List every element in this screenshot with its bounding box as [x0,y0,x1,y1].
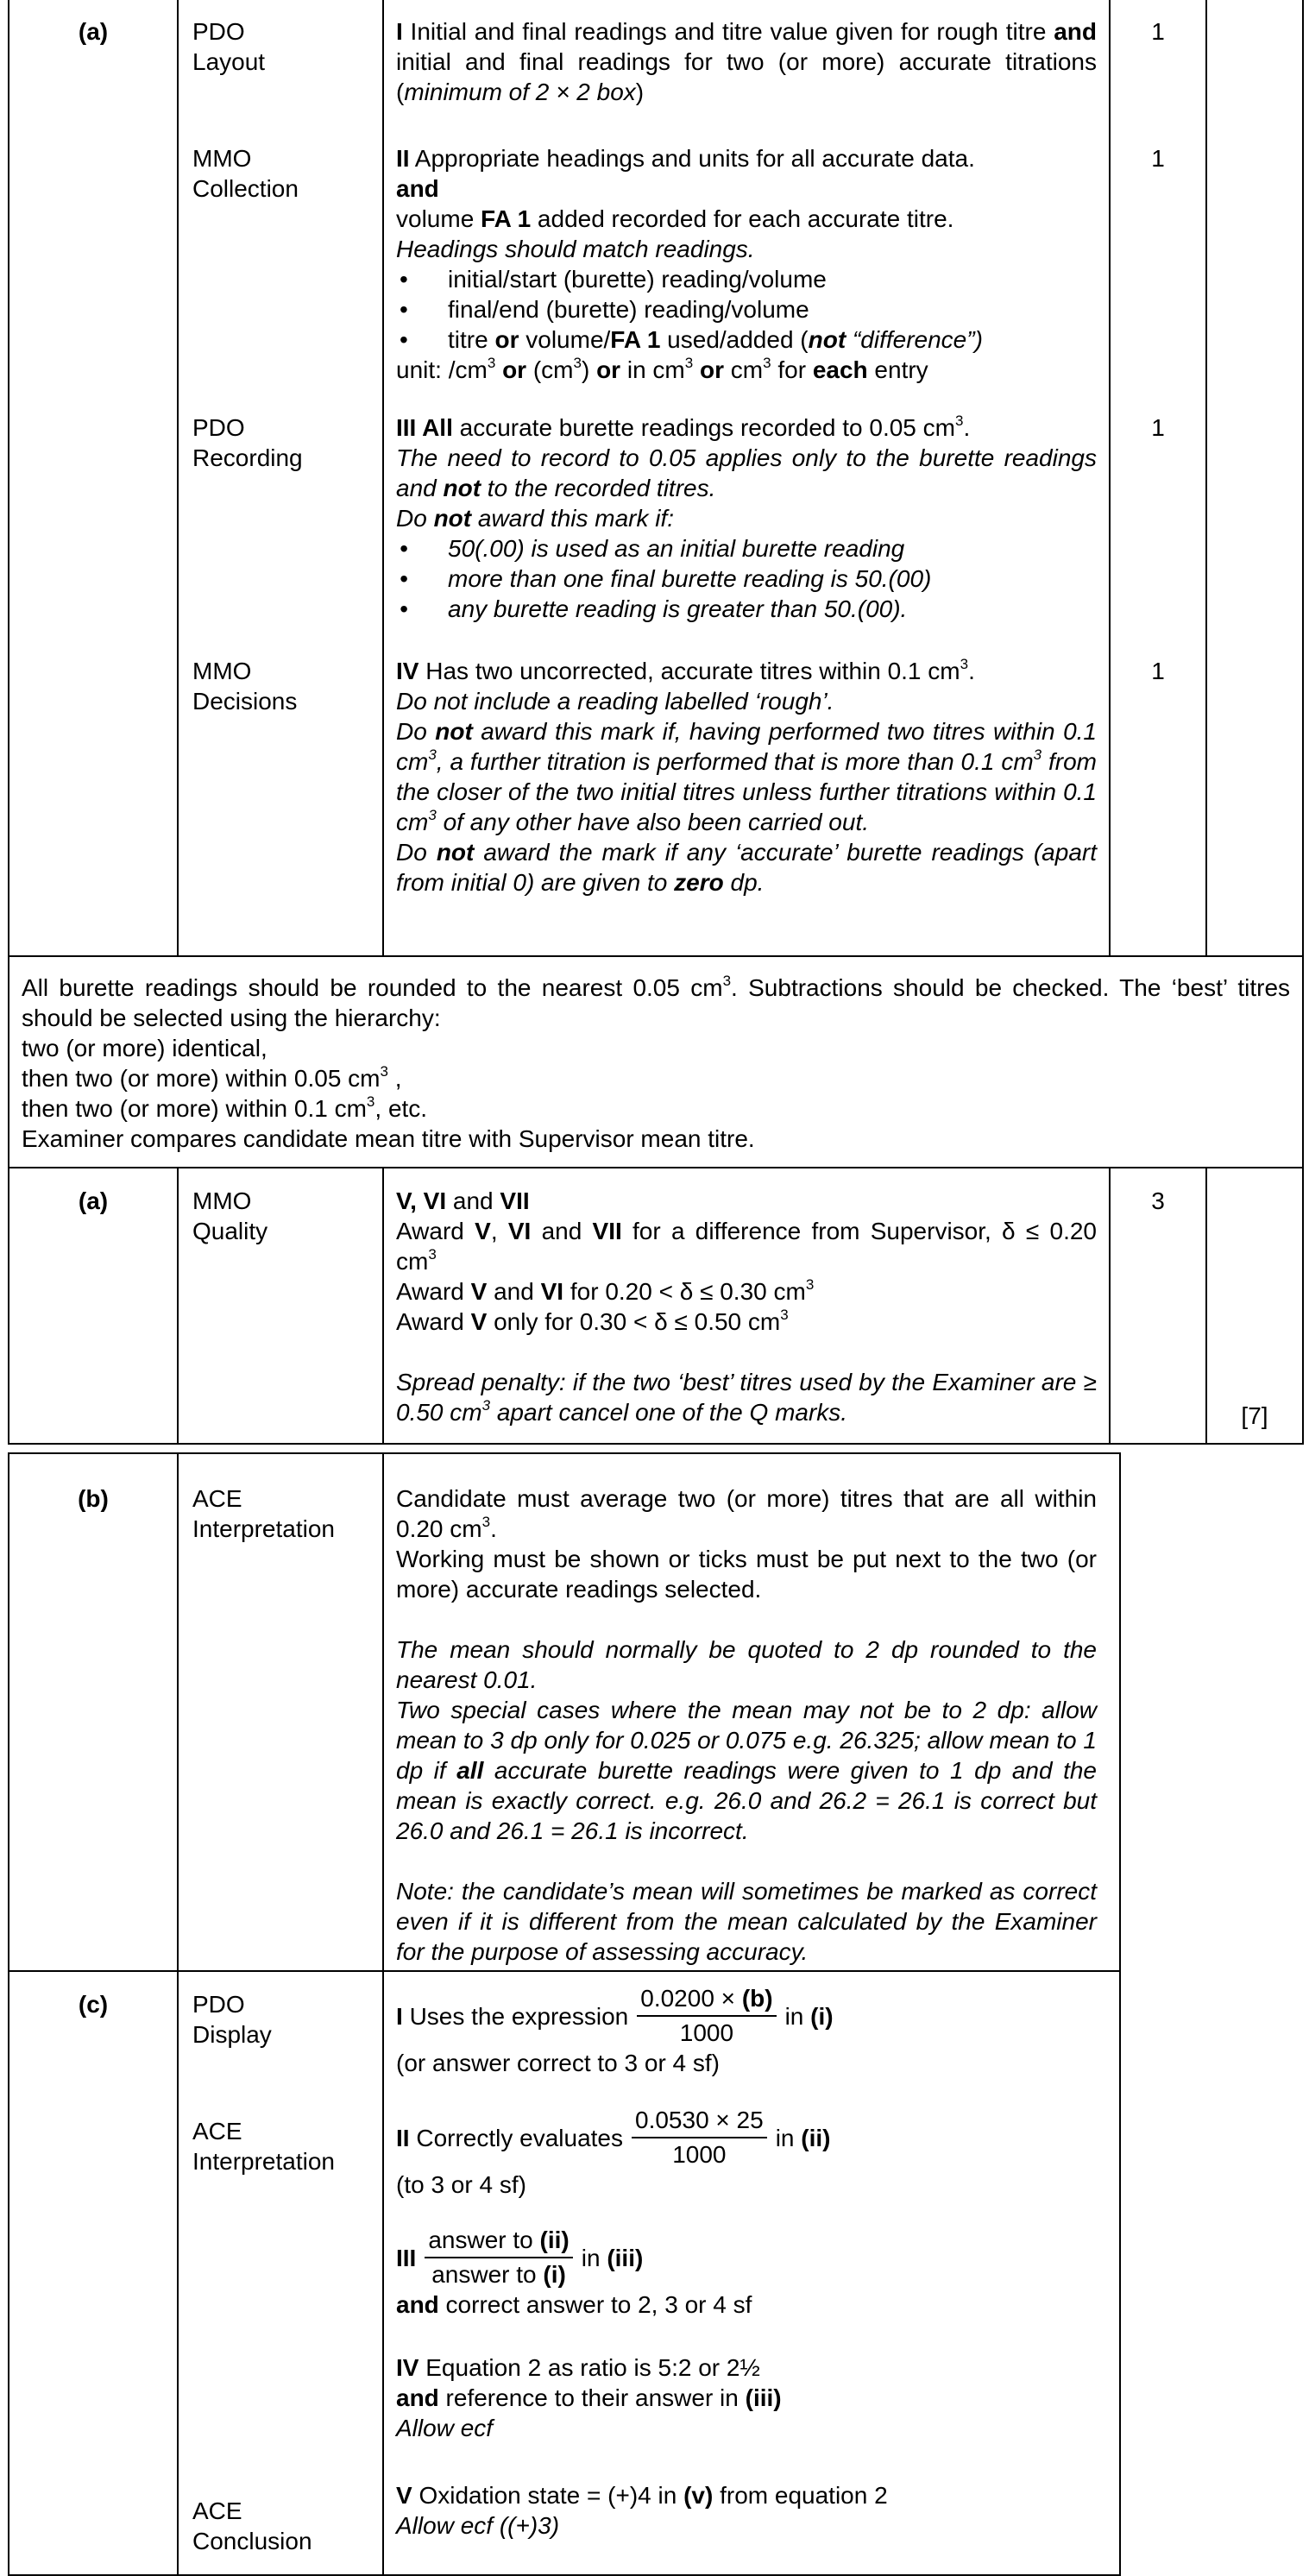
and-connector: and [396,175,439,202]
guidance-note: Do not award the mark if any ‘accurate’ burette readings (apart from initial 0) are given to zero dp. [396,839,1098,896]
mark-point-i [396,16,1097,143]
mark-point-iii [396,413,1097,656]
guidance-note: Spread penalty: if the two ‘best’ titres used by the Examiner are ≥ 0.50 $cm^3$ apart cancel one of the Q marks. [396,1369,1097,1426]
roman-numeral: I [396,2002,403,2030]
heading-list [396,264,1097,355]
fraction [637,1984,776,2048]
guidance-text: I Initial and final readings and titre value given for rough titre and initial and final readings for two (or more) accurate titrations (minimum of 2 × 2 box) [396,18,1097,105]
table-row [9,956,1303,1168]
fraction [425,2226,572,2289]
table-row [9,0,1303,956]
skill-label: Recording [192,444,303,471]
fraction [632,2106,767,2170]
guidance-column [383,0,1110,956]
mark-scheme-table-1 [8,0,1304,1445]
guidance-text: and correct answer to 2, 3 or 4 sf [396,2291,752,2318]
guidance-note: The mean should normally be quoted to 2 dp rounded to the nearest 0.01. [396,1636,1097,1693]
skill-label: Quality [192,1218,268,1244]
guidance-note: Two special cases where the mean may not be to 2 dp: allow mean to 3 dp only for 0.025 or 0.075 e.g. 26.325; allow mean to 1 dp if all accurate burette readings were given to 1 dp and the mean is exactly correct. e.g. 26.0 and 26.2 = 26.1 is correct but 26.0 and 26.1 = 26.1 is incorrect. [396,1697,1097,1844]
total-column [1206,0,1303,956]
mark-value: 1 [1151,414,1165,441]
mark-scheme-table-2 [8,1452,1121,2576]
guidance-note: Do not include a reading labelled ‘rough’. [396,688,834,715]
guidance-note: Allow ecf ((+)3) [396,2512,560,2539]
guidance-column [383,1453,1120,1971]
guidance-column [383,1971,1120,2575]
guidance-text: in (ii) [775,2124,831,2151]
guidance-note: Allow ecf [396,2415,494,2441]
skill-label: ACE [192,2118,242,2145]
exclusion-list [396,533,1097,624]
mark-value: 1 [1151,658,1165,684]
note-text: then two (or more) within 0.05 $cm^3$ , [22,1062,402,1092]
fraction-numerator: 0.0200 × (b) [637,1984,776,2017]
guidance-text: (or answer correct to 3 or 4 sf) [396,2050,721,2076]
skill-label: MMO [192,658,252,684]
list-item: • final/end (burette) reading/volume [396,294,1097,324]
guidance-text: Correctly evaluates [416,2124,623,2151]
guidance-text: V Oxidation state = (+)4 in (v) from equation 2 [396,2482,888,2509]
guidance-note: Do not award this mark if, having performed two titres within 0.1 $cm^3$, a further titration is performed that is more than 0.1 $cm^3$ from the closer of the two initial titres unless further titrations within 0.1 $cm^3$ of any other have also been carried out. [396,718,1098,835]
list-item: • titre or volume/FA 1 used/added (not “difference”) [396,324,1097,355]
skill-label: Display [192,2021,272,2048]
skill-label: PDO [192,414,245,441]
note-text: All burette readings should be rounded to the nearest 0.05 $cm^3$. Subtractions should be checked. The ‘best’ titres should be selected using the hierarchy: [22,972,1291,1031]
question-number: (c) [9,1971,178,2575]
guidance-note: Do not award this mark if: [396,505,675,532]
marks-column [1110,0,1206,956]
skill-column [178,1168,383,1444]
guidance-text: Award V, VI and VII for a difference from Supervisor, δ ≤ 0.20 $cm^3$ [396,1218,1097,1275]
roman-numeral: III [396,2244,417,2271]
skill-label: Conclusion [192,2528,312,2554]
guidance-text: Award V only for 0.30 < δ ≤ 0.50 $cm^3$ [396,1306,789,1335]
skill-label: Layout [192,48,266,75]
mark-point-ii [396,2106,1107,2231]
mark-point-iv [396,656,1097,898]
mark-point-ii [396,143,1097,413]
mark-value: 1 [1151,18,1165,45]
guidance-text: (to 3 or 4 sf) [396,2171,526,2198]
skill-label: PDO [192,1991,245,2018]
mark-point-iii [396,2226,1107,2352]
fraction-denominator: 1000 [679,2019,734,2046]
skill-label: MMO [192,145,252,172]
guidance-note: The need to record to 0.05 applies only to the burette readings and not to the recorded titres. [396,444,1097,501]
list-item: • 50(.00) is used as an initial burette reading [396,533,1097,564]
guidance-note: Headings should match readings. [396,236,755,262]
table-row [9,1453,1120,1971]
roman-numeral: II [396,2124,410,2151]
note-text: two (or more) identical, [22,1035,267,1061]
list-item: • initial/start (burette) reading/volume [396,264,1097,294]
skill-label: Collection [192,175,299,202]
skill-label: Decisions [192,688,298,715]
guidance-text: volume FA 1 added recorded for each accurate titre. [396,205,954,232]
skill-label: ACE [192,2497,242,2524]
skill-label: Interpretation [192,1515,335,1542]
guidance-text: in (i) [784,2002,834,2030]
guidance-text: in (iii) [581,2244,644,2271]
note-text: Examiner compares candidate mean titre with Supervisor mean titre. [22,1125,755,1152]
total-marks: [7] [1206,1168,1303,1444]
mark-point-v [396,2480,1107,2541]
mark-point-iv [396,2352,1107,2480]
question-number: (a) [9,0,178,956]
fraction-denominator: 1000 [672,2141,727,2168]
list-item: • more than one final burette reading is 50.(00) [396,564,1097,594]
unit-line: unit: $/cm^3$ or $(cm^3)$ or in $cm^3$ or $cm^3$ for each entry [396,354,928,383]
guidance-text: Uses the expression [409,2002,629,2030]
guidance-heading: V, VI and VII [396,1187,530,1214]
mark-value: 1 [1151,145,1165,172]
skill-label: PDO [192,18,245,45]
skill-label: ACE [192,1485,242,1512]
guidance-note: Note: the candidate’s mean will sometimes be marked as correct even if it is different from the mean calculated by the Examiner for the purpose of assessing accuracy. [396,1878,1097,1965]
general-note [9,956,1303,1168]
guidance-text: Candidate must average two (or more) titres that are all within 0.20 $cm^3$. [396,1485,1097,1542]
fraction-numerator: 0.0530 × 25 [632,2106,767,2138]
skill-column [178,0,383,956]
skill-column [178,1971,383,2575]
fraction-numerator: answer to (ii) [425,2226,572,2258]
guidance-text: IV Has two uncorrected, accurate titres within 0.1 $cm^3$. [396,655,975,684]
skill-column [178,1453,383,1971]
skill-label: Interpretation [192,2148,335,2175]
guidance-text: III All accurate burette readings recorded to 0.05 $cm^3$. [396,412,971,441]
table-row [9,1971,1120,2575]
guidance-text: Working must be shown or ticks must be put next to the two (or more) accurate readings selected. [396,1546,1097,1603]
question-number: (b) [9,1453,178,1971]
guidance-column [383,1168,1110,1444]
guidance-text: Award V and VI for 0.20 < δ ≤ 0.30 $cm^3$ [396,1275,815,1305]
table-row [9,1168,1303,1444]
guidance-text: IV Equation 2 as ratio is 5:2 or 2½ [396,2354,760,2381]
question-number: (a) [9,1168,178,1444]
fraction-denominator: answer to (i) [431,2261,566,2288]
guidance-text: and reference to their answer in (iii) [396,2384,782,2411]
mark-value: 3 [1110,1168,1206,1444]
list-item: • any burette reading is greater than 50.(00). [396,594,1097,624]
mark-point-i [396,1984,1107,2111]
skill-label: MMO [192,1187,252,1214]
note-text: then two (or more) within 0.1 $cm^3$, etc. [22,1093,428,1122]
guidance-text: II Appropriate headings and units for all accurate data. [396,145,975,172]
